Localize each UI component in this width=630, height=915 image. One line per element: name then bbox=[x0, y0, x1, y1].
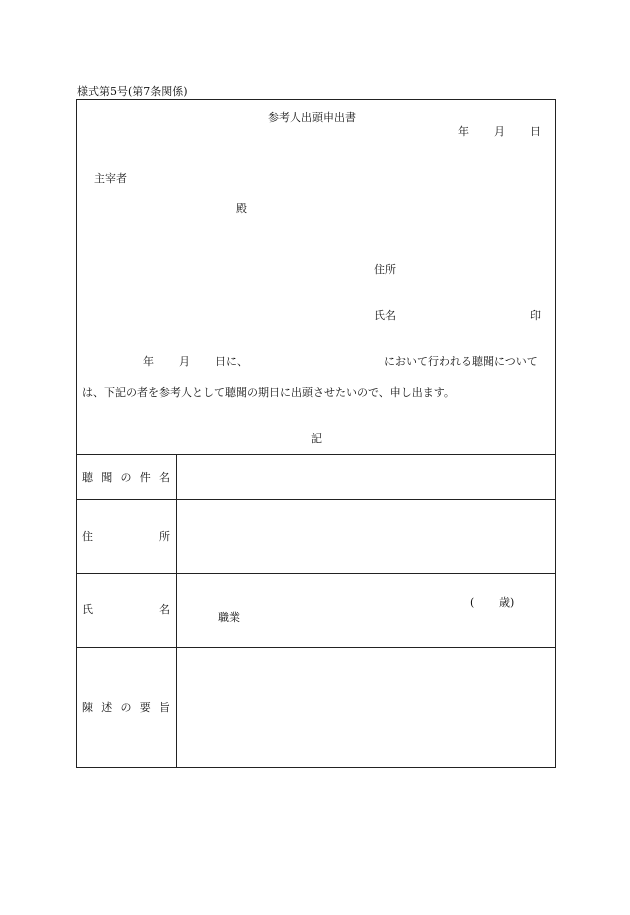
addressee-honorific: 殿 bbox=[236, 202, 247, 215]
body-line2: は、下記の者を参考人として聴聞の期日に出頭させたいので、申し出ます。 bbox=[82, 386, 455, 399]
document-title: 参考人出頭申出書 bbox=[268, 111, 356, 124]
date-year: 年 bbox=[458, 125, 469, 138]
divider-row-2 bbox=[76, 573, 556, 574]
age-open-paren: ( bbox=[470, 596, 475, 609]
divider-row-1 bbox=[76, 499, 556, 500]
seal-mark: 印 bbox=[530, 309, 541, 322]
occupation-label: 職業 bbox=[218, 611, 240, 624]
label-char: 聞 bbox=[101, 471, 113, 484]
body-year: 年 bbox=[143, 355, 154, 368]
ki-heading: 記 bbox=[311, 432, 322, 445]
label-char: の bbox=[120, 471, 132, 484]
label-char: 名 bbox=[159, 603, 170, 616]
label-char: 述 bbox=[101, 701, 113, 714]
case-name-label bbox=[82, 472, 170, 483]
form-number: 様式第5号(第7条関係) bbox=[77, 85, 188, 98]
divider-before-table bbox=[76, 454, 556, 455]
body-month: 月 bbox=[179, 355, 190, 368]
label-char: の bbox=[120, 701, 132, 714]
label-char: 氏 bbox=[82, 603, 93, 616]
body-line1-end: において行われる聴聞について bbox=[384, 355, 538, 368]
address-label bbox=[82, 531, 170, 542]
label-char: 旨 bbox=[159, 701, 170, 714]
applicant-address-label: 住所 bbox=[374, 263, 396, 276]
addressee-title: 主宰者 bbox=[94, 172, 127, 185]
applicant-name-label: 氏名 bbox=[374, 309, 396, 322]
label-char: 要 bbox=[139, 701, 151, 714]
age-unit: 歳) bbox=[499, 596, 515, 609]
divider-row-3 bbox=[76, 647, 556, 648]
label-char: 住 bbox=[82, 530, 93, 543]
date-month: 月 bbox=[494, 125, 505, 138]
name-label bbox=[82, 604, 170, 615]
label-char: 件 bbox=[139, 471, 151, 484]
label-char: 名 bbox=[159, 471, 170, 484]
body-day-ni: 日に、 bbox=[215, 355, 248, 368]
statement-label bbox=[82, 702, 170, 713]
label-char: 所 bbox=[159, 530, 170, 543]
label-char: 陳 bbox=[82, 701, 93, 714]
table-column-divider bbox=[176, 454, 177, 768]
date-day: 日 bbox=[530, 125, 541, 138]
label-char: 聴 bbox=[82, 471, 93, 484]
